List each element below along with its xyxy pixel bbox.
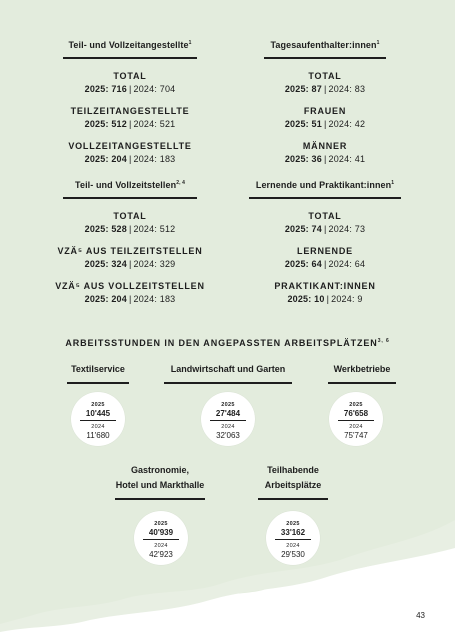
stat-values: 2025: 10 | 2024: 9 (287, 293, 363, 304)
stat-heading: Teil- und Vollzeitstellen$^{2, 4}$ (75, 180, 185, 190)
stat-label: VOLLZEITANGESTELLTE (68, 140, 192, 151)
area-rule (67, 382, 129, 384)
hours-circle-workshops (329, 392, 383, 446)
stat-values: 2025: 324 | 2024: 329 (84, 258, 176, 269)
stat-label: TOTAL (308, 70, 342, 81)
heading-rule (264, 57, 386, 59)
stat-values: 2025: 74 | 2024: 73 (284, 223, 366, 234)
hours-value: 29'530 (281, 550, 305, 560)
stat-values: 2025: 204 | 2024: 183 (84, 153, 176, 164)
stat-label: LERNENDE (297, 245, 353, 256)
year-label: 2024 (154, 543, 168, 550)
stat-heading: Lernende und Praktikant:innen$^1$ (255, 180, 395, 190)
hours-value: 75'747 (344, 431, 368, 441)
section-title-work-hours: ARBEITSSTUNDEN IN DEN ANGEPASSTEN ARBEITSPLÄTZEN$^{3, 6}$ (65, 338, 390, 348)
circle-divider (210, 420, 246, 421)
hours-value: 76'658 (343, 409, 369, 418)
hours-value: 27'484 (215, 409, 241, 418)
stat-label: TOTAL (308, 210, 342, 221)
year-label: 2025 (286, 521, 300, 527)
year-label: 2025 (154, 521, 168, 527)
stat-heading: Teil- und Vollzeitangestellte$^1$ (68, 40, 192, 50)
area-workshops (312, 362, 412, 384)
area-heading: Arbeitsplätze (264, 480, 322, 490)
hours-value: 40'939 (148, 528, 174, 537)
stat-values: 2025: 512 | 2024: 521 (84, 118, 176, 129)
hours-value: 33'162 (280, 528, 306, 537)
year-label: 2024 (286, 543, 300, 550)
stat-block-employees (50, 40, 210, 164)
year-label: 2024 (221, 424, 235, 431)
hours-value: 10'445 (85, 409, 111, 418)
stat-label: PRAKTIKANT:INNEN (274, 280, 376, 291)
area-rule (328, 382, 396, 384)
area-rule (115, 498, 205, 500)
heading-rule (249, 197, 401, 199)
hours-circle-gastronomy (134, 511, 188, 565)
stat-label: VZÄ⁵ AUS TEILZEITSTELLEN (57, 245, 203, 256)
circle-divider (275, 539, 311, 540)
year-label: 2024 (349, 424, 363, 431)
hours-value: 42'923 (149, 550, 173, 560)
stat-values: 2025: 528 | 2024: 512 (84, 223, 176, 234)
area-heading: Hotel und Markthalle (115, 480, 205, 490)
circle-divider (143, 539, 179, 540)
heading-rule (63, 197, 197, 199)
area-rule (164, 382, 292, 384)
stat-label: TEILZEITANGESTELLTE (70, 105, 190, 116)
hours-circle-participating-jobs (266, 511, 320, 565)
area-agriculture (155, 362, 301, 384)
year-label: 2025 (221, 402, 235, 408)
area-participating-jobs (248, 463, 338, 500)
stat-values: 2025: 87 | 2024: 83 (284, 83, 366, 94)
area-rule (258, 498, 328, 500)
area-heading: Werkbetriebe (333, 364, 391, 374)
circle-divider (338, 420, 374, 421)
hours-value: 32'063 (216, 431, 240, 441)
year-label: 2025 (91, 402, 105, 408)
area-heading: Landwirtschaft und Garten (170, 364, 286, 374)
stat-block-apprentices (235, 180, 415, 304)
area-heading: Textilservice (71, 364, 125, 374)
heading-rule (63, 57, 197, 59)
stat-label: VZÄ⁵ AUS VOLLZEITSTELLEN (55, 280, 205, 291)
hours-circle-agriculture (201, 392, 255, 446)
year-label: 2024 (91, 424, 105, 431)
stat-heading: Tagesaufenthalter:innen$^1$ (270, 40, 380, 50)
area-textile-service (48, 362, 148, 384)
stat-label: MÄNNER (302, 140, 348, 151)
stat-values: 2025: 64 | 2024: 64 (284, 258, 366, 269)
circle-divider (80, 420, 116, 421)
stat-values: 2025: 51 | 2024: 42 (284, 118, 366, 129)
stat-label: TOTAL (113, 210, 147, 221)
hours-value: 11'680 (86, 431, 110, 441)
stat-block-positions (45, 180, 215, 304)
stat-label: FRAUEN (303, 105, 347, 116)
stat-values: 2025: 36 | 2024: 41 (284, 153, 366, 164)
hours-circle-textile-service (71, 392, 125, 446)
page-number: 43 (416, 611, 425, 620)
stat-label: TOTAL (113, 70, 147, 81)
area-heading: Gastronomie, (130, 465, 189, 475)
year-label: 2025 (349, 402, 363, 408)
stat-block-day-residents (245, 40, 405, 164)
area-gastronomy (100, 463, 220, 500)
stat-values: 2025: 204 | 2024: 183 (84, 293, 176, 304)
area-heading: Teilhabende (267, 465, 319, 475)
stat-values: 2025: 716 | 2024: 704 (84, 83, 176, 94)
